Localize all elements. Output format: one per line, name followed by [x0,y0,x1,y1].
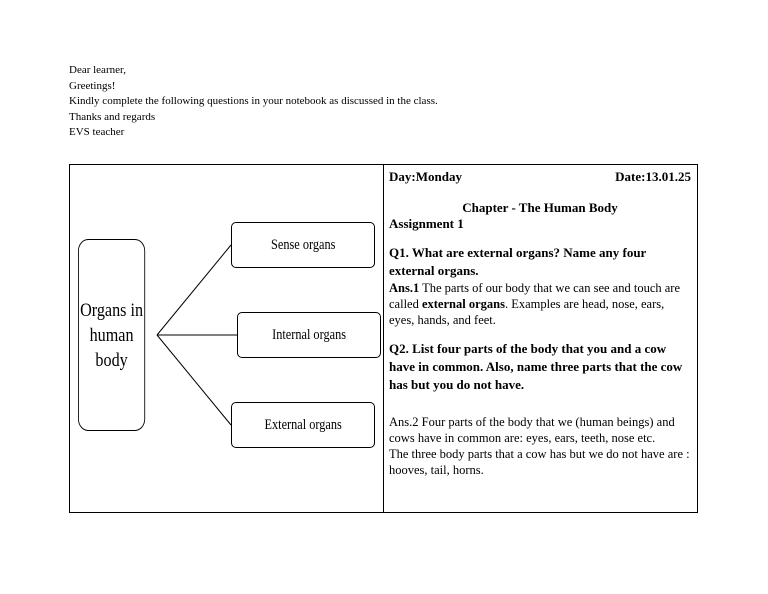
closing: Thanks and regards [69,110,156,123]
signature: EVS teacher [69,126,125,138]
answer-2: Ans.2 Four parts of the body that we (human beings) and cows have in common are: eyes, ears, teeth, nose etc. [389,415,675,445]
instruction: Kindly complete the following questions in your notebook as discussed in the class. [69,95,438,107]
salutation: Dear learner, [69,64,126,76]
day-label: Day:Monday [389,169,462,184]
answer-1-text-end: . Examples are head, nose, ears, eyes, hands, and feet. [389,297,665,327]
root-node [78,239,145,431]
answer-1 [389,280,691,328]
answer-2-continued: The three body parts that a cow has but we do not have are : hooves, tail, horns. [389,447,690,477]
worksheet-table [69,164,698,513]
greeting: Greetings! [69,79,116,92]
leaf-label: Internal organs [272,326,346,343]
organs-diagram [70,165,383,512]
chapter-title: Chapter - The Human Body [462,200,618,215]
answer-1-text: The parts of our body that we can see and touch are called [389,281,681,311]
leaf-label: Sense organs [270,236,336,253]
root-label-line: Organs in [80,299,144,321]
connector-line [157,245,231,335]
assignment-title: Assignment 1 [389,216,464,231]
worksheet-content [389,169,691,478]
root-label-line: human [89,324,134,346]
sense-organs-node [231,222,375,268]
leaf-label: External organs [264,416,342,433]
internal-organs-node [237,312,381,358]
column-divider [383,165,384,512]
external-organs-node [231,402,375,448]
question-1: Q1. What are external organs? Name any four external organs. [389,245,647,278]
answer-1-prefix: Ans.1 [389,281,420,295]
root-label-line: body [95,349,128,371]
date-label: Date:13.01.25 [615,169,691,184]
letter-text [69,63,438,141]
question-2: Q2. List four parts of the body that you and a cow have in common. Also, name three parts that the cow has but you do not have. [389,341,683,392]
answer-1-keyword: external organs [421,297,505,311]
connector-line [157,335,231,425]
day-date-row [389,169,691,185]
